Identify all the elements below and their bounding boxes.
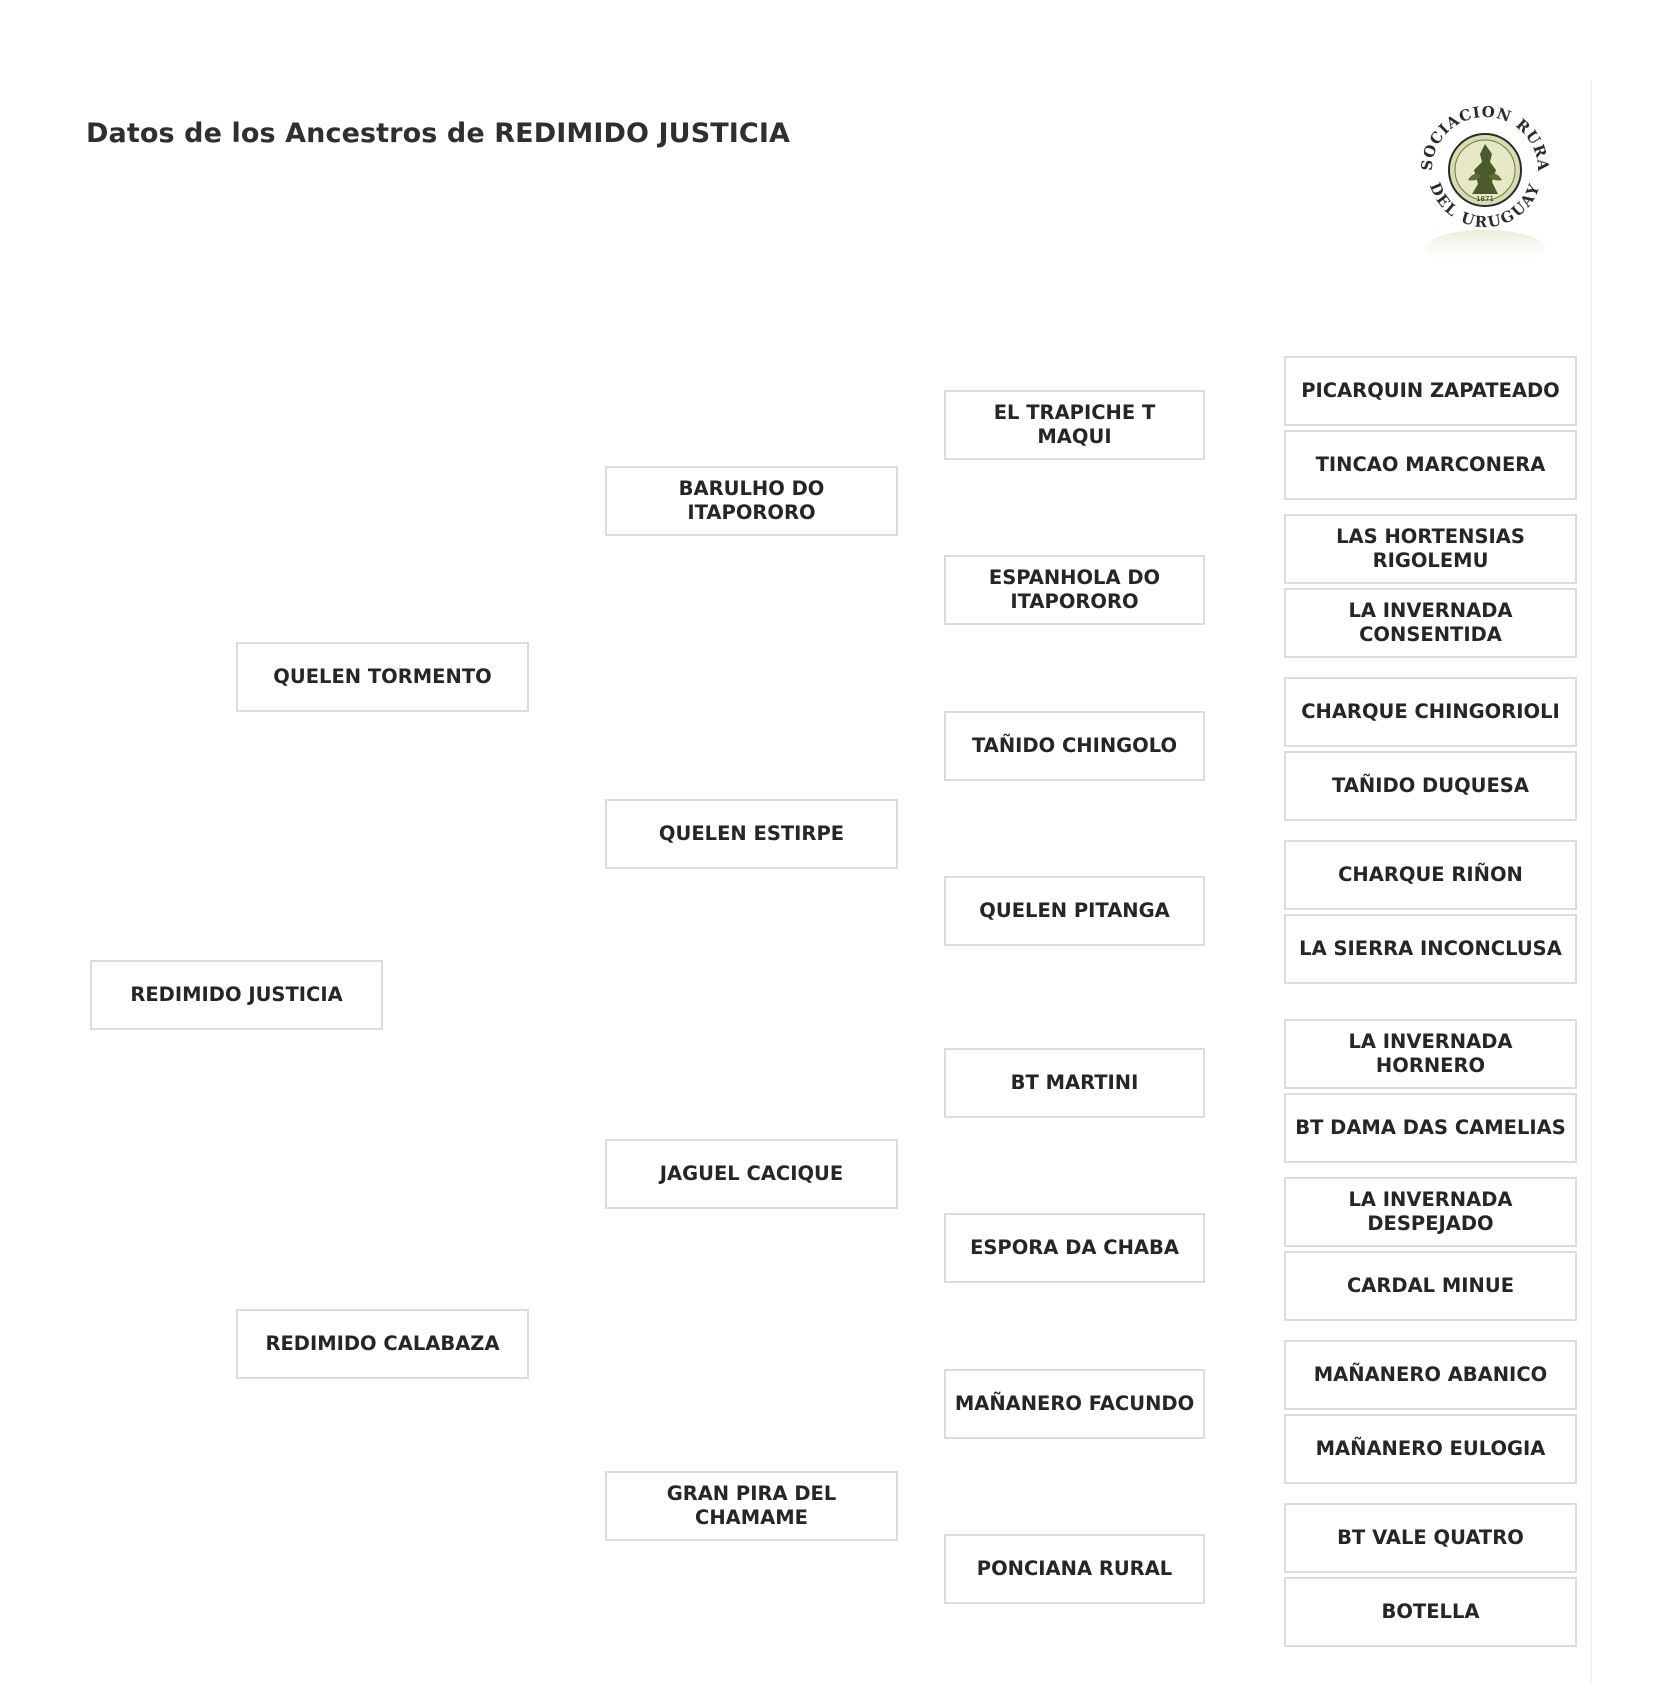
pedigree-sire[interactable]: QUELEN TORMENTO — [236, 642, 529, 712]
pedigree-gg-grandparent-5[interactable]: CHARQUE CHINGORIOLI — [1284, 677, 1577, 747]
logo-bottom-text: DEL URUGUAY — [1425, 179, 1544, 232]
pedigree-great-grandparent-6[interactable]: ESPORA DA CHABA — [944, 1213, 1205, 1283]
pedigree-gg-grandparent-10[interactable]: BT DAMA DAS CAMELIAS — [1284, 1093, 1577, 1163]
pedigree-gg-grandparent-9[interactable]: LA INVERNADA HORNERO — [1284, 1019, 1577, 1089]
pedigree-great-grandparent-1[interactable]: EL TRAPICHE T MAQUI — [944, 390, 1205, 460]
pedigree-gg-grandparent-8[interactable]: LA SIERRA INCONCLUSA — [1284, 914, 1577, 984]
page-edge-divider — [1590, 80, 1592, 1683]
logo-top-text: SOCIACION RURA — [1417, 102, 1553, 173]
seal-icon — [1410, 98, 1560, 268]
pedigree-great-grandparent-4[interactable]: QUELEN PITANGA — [944, 876, 1205, 946]
pedigree-gg-grandparent-6[interactable]: TAÑIDO DUQUESA — [1284, 751, 1577, 821]
pedigree-gg-grandparent-1[interactable]: PICARQUIN ZAPATEADO — [1284, 356, 1577, 426]
pedigree-grandsire-maternal[interactable]: JAGUEL CACIQUE — [605, 1139, 898, 1209]
pedigree-gg-grandparent-15[interactable]: BT VALE QUATRO — [1284, 1503, 1577, 1573]
pedigree-dam[interactable]: REDIMIDO CALABAZA — [236, 1309, 529, 1379]
pedigree-subject[interactable]: REDIMIDO JUSTICIA — [90, 960, 383, 1030]
pedigree-great-grandparent-8[interactable]: PONCIANA RURAL — [944, 1534, 1205, 1604]
pedigree-gg-grandparent-14[interactable]: MAÑANERO EULOGIA — [1284, 1414, 1577, 1484]
pedigree-gg-grandparent-11[interactable]: LA INVERNADA DESPEJADO — [1284, 1177, 1577, 1247]
pedigree-gg-grandparent-7[interactable]: CHARQUE RIÑON — [1284, 840, 1577, 910]
logo-year: 1871 — [1476, 195, 1494, 203]
pedigree-great-grandparent-7[interactable]: MAÑANERO FACUNDO — [944, 1369, 1205, 1439]
page-title: Datos de los Ancestros de REDIMIDO JUSTICIA — [86, 118, 790, 149]
pedigree-gg-grandparent-13[interactable]: MAÑANERO ABANICO — [1284, 1340, 1577, 1410]
pedigree-great-grandparent-5[interactable]: BT MARTINI — [944, 1048, 1205, 1118]
pedigree-granddam-paternal[interactable]: QUELEN ESTIRPE — [605, 799, 898, 869]
pedigree-gg-grandparent-3[interactable]: LAS HORTENSIAS RIGOLEMU — [1284, 514, 1577, 584]
pedigree-great-grandparent-2[interactable]: ESPANHOLA DO ITAPORORO — [944, 555, 1205, 625]
pedigree-gg-grandparent-16[interactable]: BOTELLA — [1284, 1577, 1577, 1647]
pedigree-gg-grandparent-4[interactable]: LA INVERNADA CONSENTIDA — [1284, 588, 1577, 658]
pedigree-great-grandparent-3[interactable]: TAÑIDO CHINGOLO — [944, 711, 1205, 781]
pedigree-grandsire-paternal[interactable]: BARULHO DO ITAPORORO — [605, 466, 898, 536]
asociacion-rural-logo — [1410, 98, 1560, 268]
pedigree-gg-grandparent-2[interactable]: TINCAO MARCONERA — [1284, 430, 1577, 500]
pedigree-granddam-maternal[interactable]: GRAN PIRA DEL CHAMAME — [605, 1471, 898, 1541]
pedigree-gg-grandparent-12[interactable]: CARDAL MINUE — [1284, 1251, 1577, 1321]
